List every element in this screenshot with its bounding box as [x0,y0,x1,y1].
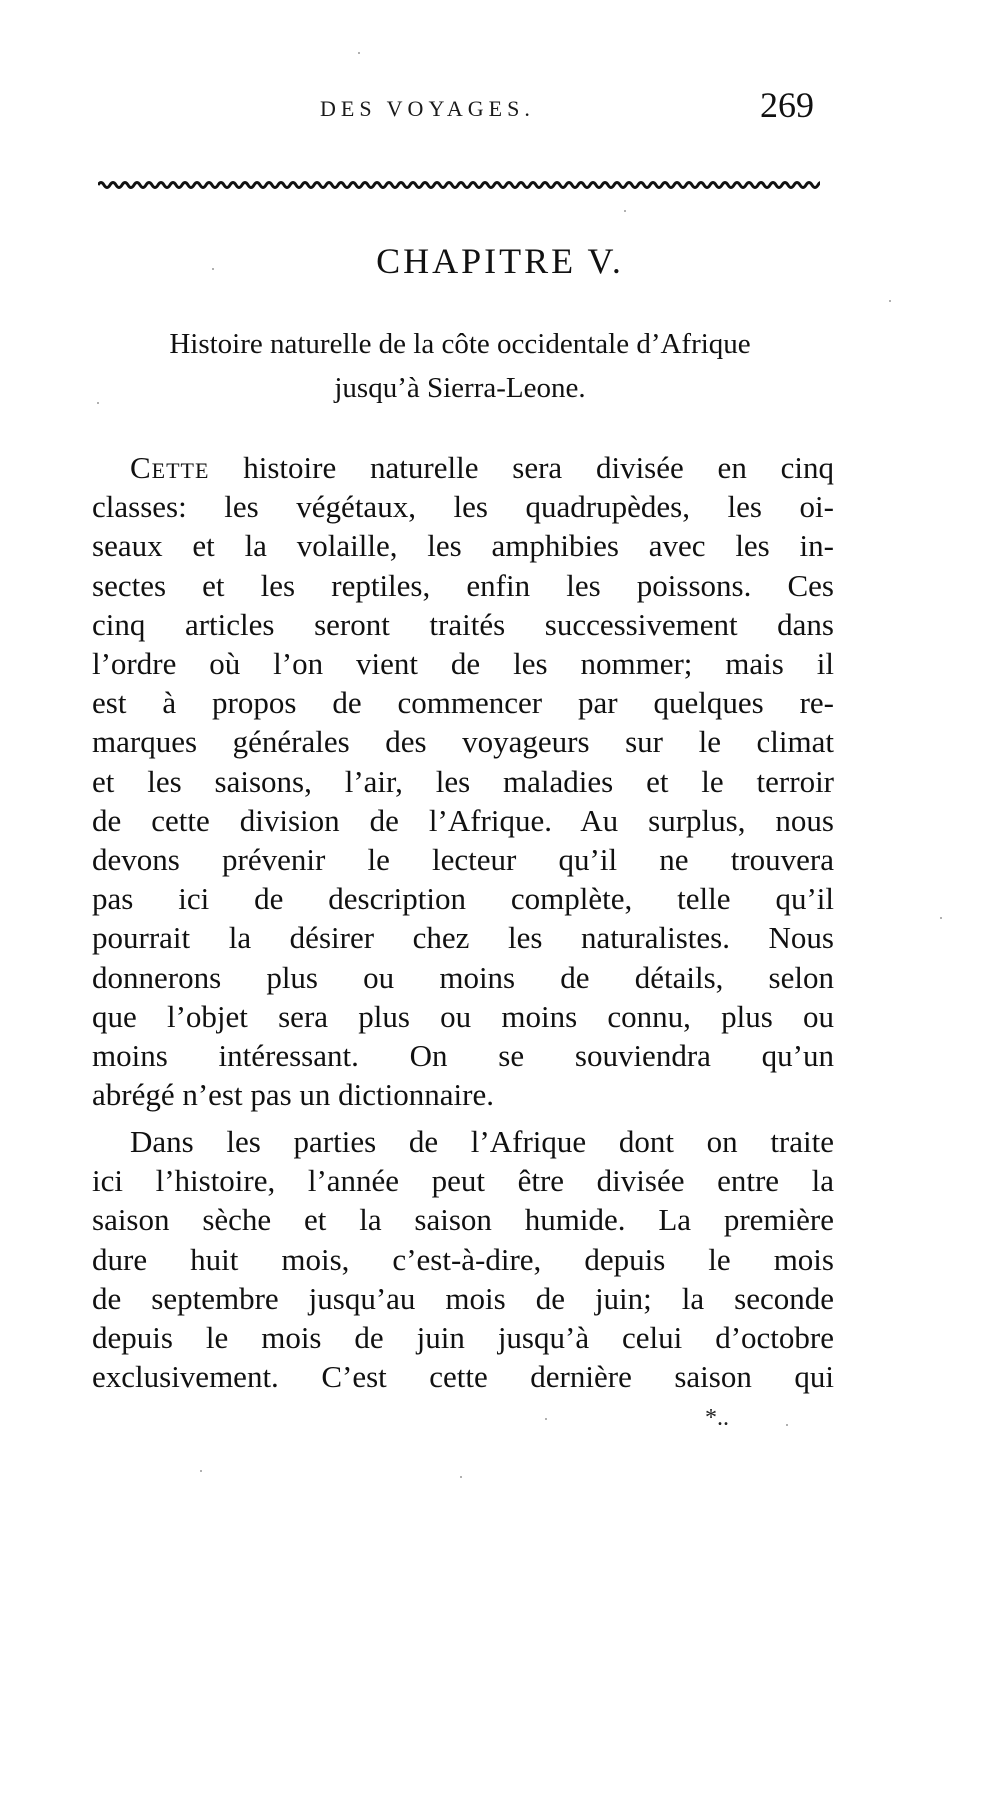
paragraph-line: donnerons plus ou moins de détails, selon [92,959,834,995]
paragraph-2 [92,1122,834,1396]
paper-speck [545,1418,547,1420]
paragraph-line: Dans les parties de l’Afrique dont on traite [130,1124,834,1159]
chapter-subtitle [90,322,830,410]
catchword: *.. [705,1405,729,1431]
paragraph-line: de cette division de l’Afrique. Au surplus, nous [92,802,834,838]
paper-speck [460,1476,462,1478]
paper-speck [358,52,360,54]
lead-word: Cette [130,450,210,485]
paragraph-line: pourrait la désirer chez les naturalistes. Nous [92,920,834,956]
paragraph-line: saison sèche et la saison humide. La première [92,1202,834,1238]
chapter-title: CHAPITRE V. [376,241,624,281]
paragraph-line: depuis le mois de juin jusqu’à celui d’octobre [92,1320,834,1356]
paragraph-line: classes: les végétaux, les quadrupèdes, les oi- [92,489,834,525]
paragraph-line: sectes et les reptiles, enfin les poissons. Ces [92,567,834,603]
paper-speck [624,210,626,212]
paragraph-line: devons prévenir le lecteur qu’il ne trouvera [92,842,834,878]
paragraph-line: ici l’histoire, l’année peut être divisée entre la [92,1163,834,1199]
paragraph-line: seaux et la volaille, les amphibies avec les in- [92,528,834,564]
paragraph-line: exclusivement. C’est cette dernière saison qui [92,1359,834,1395]
paper-speck [97,402,99,404]
chapter-subtitle-line-1: Histoire naturelle de la côte occidentale d’Afrique [169,328,751,360]
paragraph-line: abrégé n’est pas un dictionnaire. [92,1077,494,1113]
paragraph-line: est à propos de commencer par quelques re- [92,685,834,721]
paragraph-line: marques générales des voyageurs sur le climat [92,724,834,760]
paragraph-1 [92,448,834,1114]
chapter-subtitle-line-2: jusqu’à Sierra-Leone. [334,372,586,404]
paragraph-line: Cette histoire naturelle sera divisée en cinq [130,450,834,485]
paper-speck [786,1424,788,1426]
ornamental-rule [98,178,820,192]
running-head-title: DES VOYAGES. [320,96,535,121]
paragraph-line: et les saisons, l’air, les maladies et le terroir [92,763,834,799]
paragraph-line: de septembre jusqu’au mois de juin; la seconde [92,1280,834,1316]
paragraph-line: l’ordre où l’on vient de les nommer; mais il [92,646,834,682]
paragraph-line: pas ici de description complète, telle qu’il [92,881,834,917]
paragraph-line: moins intéressant. On se souviendra qu’un [92,1038,834,1074]
paragraph-line: dure huit mois, c’est-à-dire, depuis le mois [92,1241,834,1277]
paper-speck [940,917,942,919]
paragraph-line: que l’objet sera plus ou moins connu, plus ou [92,998,834,1034]
paper-speck [212,268,214,270]
paper-speck [200,1470,202,1472]
paragraph-line: cinq articles seront traités successivement dans [92,606,834,642]
page-number: 269 [760,85,814,125]
paper-speck [889,300,891,302]
